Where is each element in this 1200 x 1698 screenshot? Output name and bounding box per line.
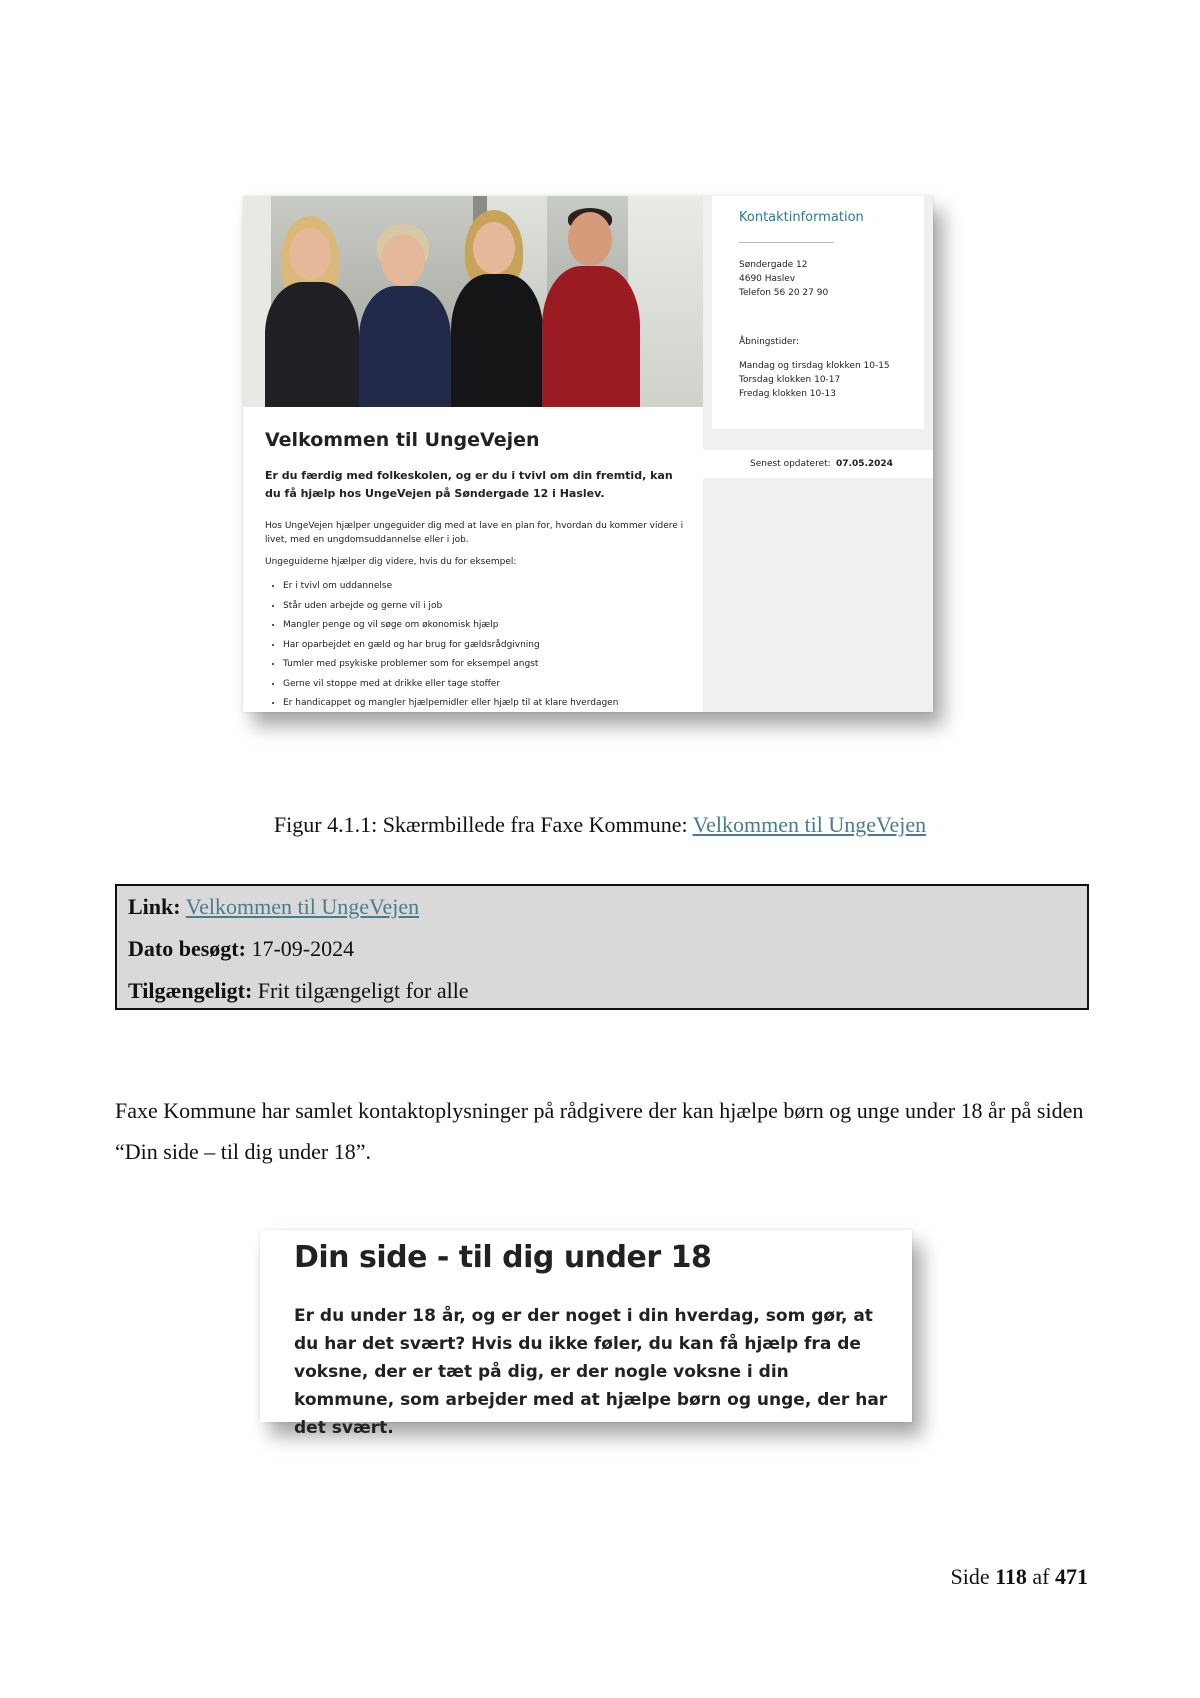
divider: [739, 242, 834, 243]
date-row: [128, 936, 354, 962]
list-item: • Mangler penge og vil søge om økonomisk hjælp: [283, 616, 618, 636]
source-info-box: [115, 884, 1089, 1010]
page-number: [950, 1564, 1088, 1590]
access-label: Tilgængeligt:: [128, 978, 253, 1003]
list-item: • Gerne vil stoppe med at drikke eller tage stoffer: [283, 675, 618, 695]
list-item: • Tumler med psykiske problemer som for eksempel angst: [283, 655, 618, 675]
page-middle: af: [1026, 1564, 1055, 1589]
updated-label: Senest opdateret:: [750, 459, 831, 469]
welcome-card: [243, 407, 703, 712]
body-paragraph: Faxe Kommune har samlet kontaktoplysninger på rådgivere der kan hjælpe børn og unge under 18 år på siden “Din side – til dig under 18”.: [115, 1098, 1084, 1164]
link-label: Link:: [128, 894, 181, 919]
din-side-text: Er du under 18 år, og er der noget i din hverdag, som gør, at du har det svært? Hvis du ikke føler, du kan få hjælp fra de voksne, der er tæt på dig, er der nogle voksne i din kommune, som arbejder med at hjælpe børn og unge, der har det svært.: [294, 1306, 888, 1438]
updated-date: 07.05.2024: [836, 459, 893, 469]
contact-box: [712, 196, 924, 429]
hours-line: Fredag klokken 10-13: [739, 389, 836, 399]
welcome-body: Hos UngeVejen hjælper ungeguider dig med at lave en plan for, hvordan du kommer videre i livet, med en ungdomsuddannelse eller i job.: [265, 521, 684, 545]
hours-heading: Åbningstider:: [739, 337, 800, 347]
staff-photo: [243, 196, 703, 407]
din-side-title: Din side - til dig under 18: [294, 1240, 712, 1275]
screenshot-ungevejen: [243, 196, 933, 712]
figure-caption: [0, 812, 1200, 838]
total-pages: 471: [1055, 1564, 1088, 1589]
list-item: • Er handicappet og mangler hjælpemidler eller hjælp til at klare hverdagen: [283, 694, 618, 712]
welcome-title: Velkommen til UngeVejen: [265, 429, 540, 451]
list-item: • Har oparbejdet en gæld og har brug for gældsrådgivning: [283, 636, 618, 656]
page-prefix: Side: [950, 1564, 996, 1589]
address-city: 4690 Haslev: [739, 274, 796, 284]
opening-hours: [739, 359, 890, 401]
help-list: [265, 577, 618, 712]
list-item: • Står uden arbejde og gerne vil i job: [283, 597, 618, 617]
access-row: [128, 978, 469, 1004]
hours-line: Torsdag klokken 10-17: [739, 375, 841, 385]
access-value: Frit tilgængeligt for alle: [257, 978, 469, 1003]
link-row: [128, 894, 419, 920]
list-item: • Er i tvivl om uddannelse: [283, 577, 618, 597]
screenshot-din-side: [260, 1230, 912, 1438]
contact-title: Kontaktinformation: [739, 210, 864, 225]
list-intro: Ungeguiderne hjælper dig videre, hvis du for eksempel:: [265, 557, 517, 567]
last-updated: [703, 450, 933, 478]
date-label: Dato besøgt:: [128, 936, 246, 961]
date-value: 17-09-2024: [251, 936, 355, 961]
welcome-lead: Er du færdig med folkeskolen, og er du i tvivl om din fremtid, kan du få hjælp hos UngeVejen på Søndergade 12 i Haslev.: [265, 469, 673, 500]
caption-text: Figur 4.1.1: Skærmbillede fra Faxe Kommune:: [273, 812, 693, 837]
source-link[interactable]: Velkommen til UngeVejen: [185, 894, 420, 919]
current-page: 118: [995, 1564, 1027, 1589]
address-street: Søndergade 12: [739, 260, 808, 270]
caption-link[interactable]: Velkommen til UngeVejen: [692, 812, 927, 837]
hours-line: Mandag og tirsdag klokken 10-15: [739, 361, 890, 371]
contact-phone: Telefon 56 20 27 90: [739, 288, 829, 298]
contact-address: [739, 258, 828, 300]
sidebar-column: [703, 196, 933, 712]
content-column: [243, 196, 703, 712]
